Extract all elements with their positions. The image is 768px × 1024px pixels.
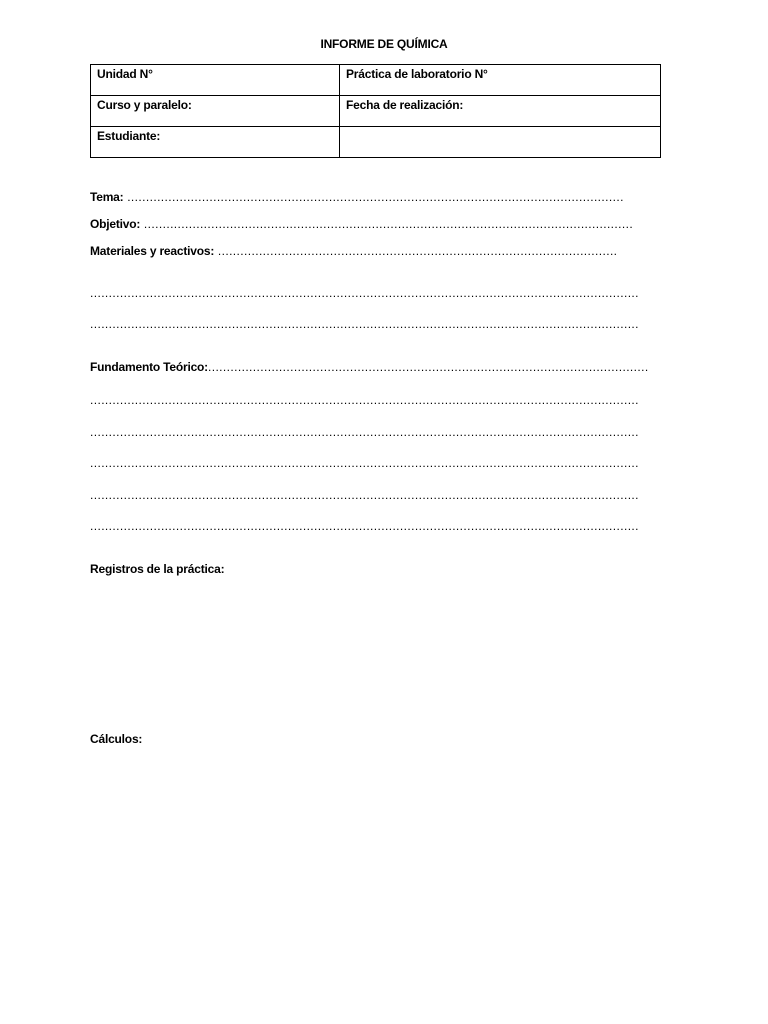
table-row — [91, 127, 661, 158]
fundamento-dots-line-2[interactable]: ................................................................................................................................................... — [90, 425, 639, 439]
tema-label: Tema: — [90, 190, 124, 204]
materiales-dots-line-2[interactable]: ................................................................................................................................................... — [90, 317, 639, 331]
page-title: INFORME DE QUÍMICA — [320, 37, 448, 51]
curso-cell[interactable]: Curso y paralelo: — [91, 96, 340, 127]
fundamento-line — [90, 360, 680, 374]
fundamento-label: Fundamento Teórico: — [90, 360, 208, 374]
materiales-line — [90, 244, 680, 258]
fundamento-dots-line-3[interactable]: ................................................................................................................................................... — [90, 456, 639, 470]
fecha-cell[interactable]: Fecha de realización: — [340, 96, 661, 127]
fundamento-dots[interactable]: ...................................................................................................................... — [207, 360, 649, 374]
estudiante-cell[interactable]: Estudiante: — [91, 127, 340, 158]
tema-dots[interactable]: ..................................................................................................................................... — [123, 190, 624, 204]
fundamento-dots-line-4[interactable]: ................................................................................................................................................... — [90, 488, 639, 502]
fundamento-dots-line-1[interactable]: ................................................................................................................................................... — [90, 393, 639, 407]
tema-line — [90, 190, 680, 204]
objetivo-label: Objetivo: — [90, 217, 141, 231]
header-table — [90, 64, 661, 158]
materiales-dots-line-1[interactable]: ................................................................................................................................................... — [90, 286, 639, 300]
objetivo-dots[interactable]: ................................................................................................................................... — [140, 217, 634, 231]
fundamento-dots-line-5[interactable]: ................................................................................................................................................... — [90, 519, 639, 533]
empty-cell[interactable] — [340, 127, 661, 158]
materiales-dots[interactable]: ........................................................................................................... — [214, 244, 618, 258]
practica-cell[interactable]: Práctica de laboratorio N° — [340, 65, 661, 96]
unidad-cell[interactable]: Unidad N° — [91, 65, 340, 96]
objetivo-line — [90, 217, 680, 231]
registros-heading: Registros de la práctica: — [90, 562, 225, 576]
materiales-label: Materiales y reactivos: — [90, 244, 215, 258]
table-row — [91, 96, 661, 127]
calculos-heading: Cálculos: — [90, 732, 143, 746]
table-row — [91, 65, 661, 96]
